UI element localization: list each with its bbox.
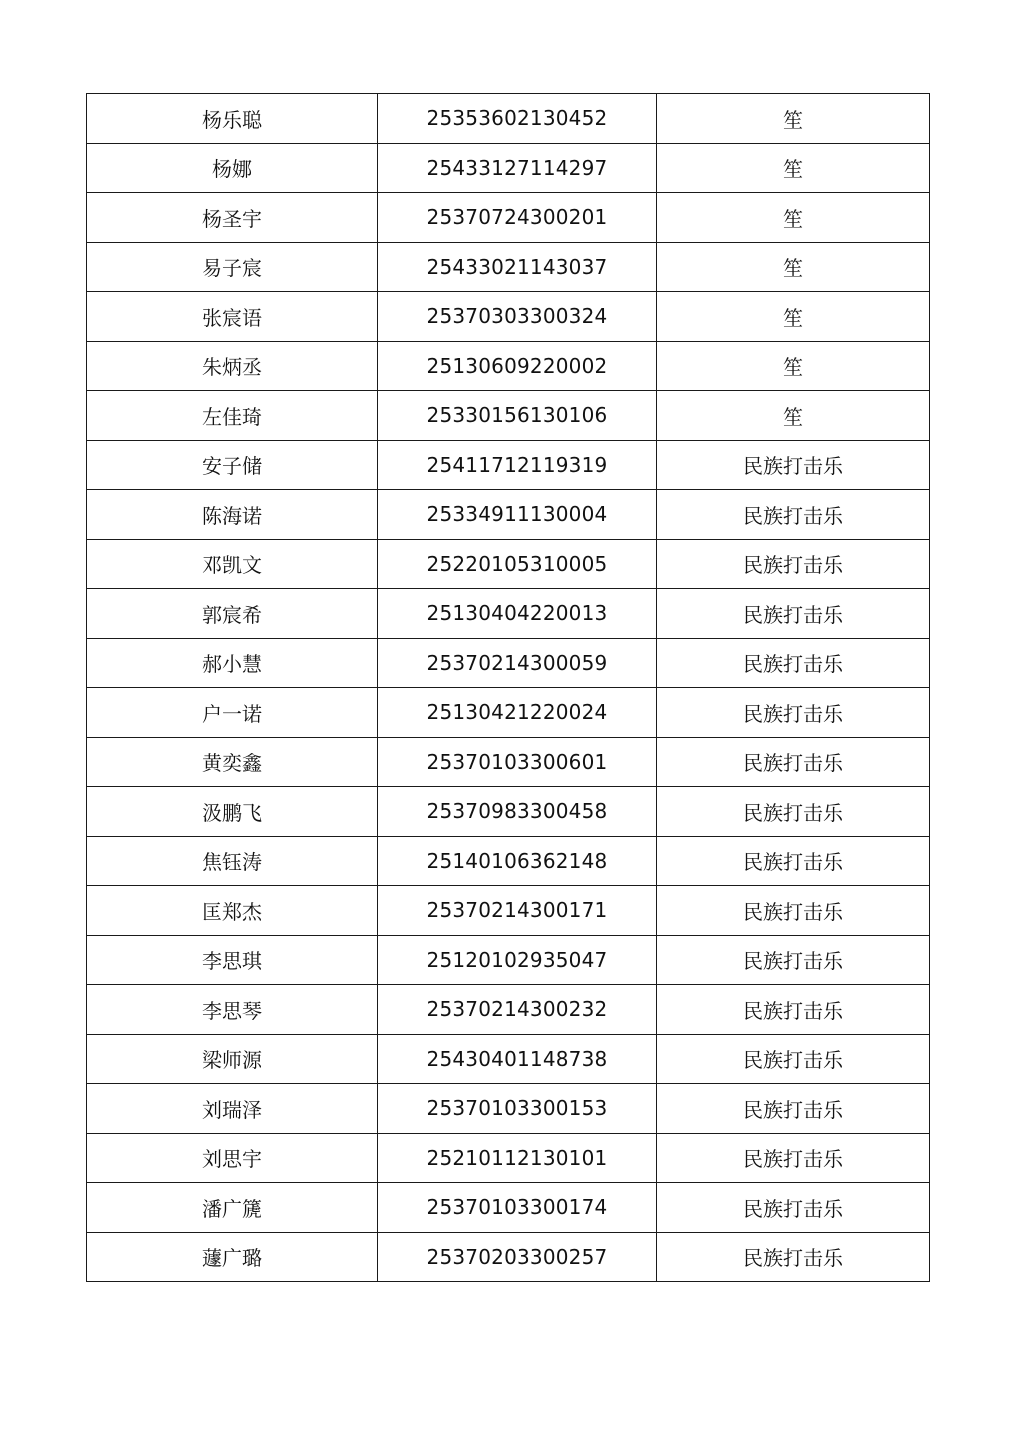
id-cell: 25130421220024 (378, 688, 657, 738)
table-row (87, 143, 930, 193)
instrument-cell: 笙 (657, 94, 930, 144)
instrument-cell: 民族打击乐 (657, 836, 930, 886)
id-cell: 25433021143037 (378, 242, 657, 292)
table-row (87, 737, 930, 787)
instrument-cell: 民族打击乐 (657, 589, 930, 639)
id-cell: 25353602130452 (378, 94, 657, 144)
id-cell: 25370103300174 (378, 1183, 657, 1233)
instrument-cell: 民族打击乐 (657, 539, 930, 589)
id-cell: 25140106362148 (378, 836, 657, 886)
table-row (87, 391, 930, 441)
id-cell: 25370724300201 (378, 193, 657, 243)
name-cell: 潘广篪 (87, 1183, 378, 1233)
name-cell: 张宸语 (87, 292, 378, 342)
name-cell: 李思琴 (87, 985, 378, 1035)
id-cell: 25370214300059 (378, 638, 657, 688)
table-row (87, 1034, 930, 1084)
roster-table-body (87, 94, 930, 1282)
roster-table (86, 93, 930, 1282)
name-cell: 李思琪 (87, 935, 378, 985)
name-cell: 杨圣宇 (87, 193, 378, 243)
instrument-cell: 民族打击乐 (657, 886, 930, 936)
instrument-cell: 民族打击乐 (657, 688, 930, 738)
name-cell: 左佳琦 (87, 391, 378, 441)
table-row (87, 440, 930, 490)
id-cell: 25330156130106 (378, 391, 657, 441)
name-cell: 陈海诺 (87, 490, 378, 540)
instrument-cell: 民族打击乐 (657, 1133, 930, 1183)
name-cell: 刘瑞泽 (87, 1084, 378, 1134)
table-row (87, 935, 930, 985)
id-cell: 25370303300324 (378, 292, 657, 342)
name-cell: 户一诺 (87, 688, 378, 738)
name-cell: 邓凯文 (87, 539, 378, 589)
id-cell: 25411712119319 (378, 440, 657, 490)
id-cell: 25120102935047 (378, 935, 657, 985)
table-row (87, 1084, 930, 1134)
name-cell: 匡郑杰 (87, 886, 378, 936)
instrument-cell: 民族打击乐 (657, 985, 930, 1035)
table-row (87, 589, 930, 639)
instrument-cell: 笙 (657, 143, 930, 193)
instrument-cell: 笙 (657, 193, 930, 243)
instrument-cell: 民族打击乐 (657, 490, 930, 540)
name-cell: 郝小慧 (87, 638, 378, 688)
name-cell: 安子储 (87, 440, 378, 490)
instrument-cell: 民族打击乐 (657, 737, 930, 787)
table-row (87, 688, 930, 738)
instrument-cell: 民族打击乐 (657, 935, 930, 985)
id-cell: 25370103300601 (378, 737, 657, 787)
table-row (87, 1133, 930, 1183)
instrument-cell: 民族打击乐 (657, 1232, 930, 1282)
name-cell: 朱炳丞 (87, 341, 378, 391)
instrument-cell: 民族打击乐 (657, 1034, 930, 1084)
name-cell: 汲鹏飞 (87, 787, 378, 837)
table-row (87, 985, 930, 1035)
table-row (87, 341, 930, 391)
name-cell: 黄奕鑫 (87, 737, 378, 787)
table-row (87, 490, 930, 540)
instrument-cell: 笙 (657, 242, 930, 292)
instrument-cell: 笙 (657, 292, 930, 342)
instrument-cell: 笙 (657, 391, 930, 441)
id-cell: 25130404220013 (378, 589, 657, 639)
table-row (87, 787, 930, 837)
table-row (87, 1232, 930, 1282)
id-cell: 25130609220002 (378, 341, 657, 391)
instrument-cell: 民族打击乐 (657, 1183, 930, 1233)
name-cell: 刘思宇 (87, 1133, 378, 1183)
id-cell: 25370214300171 (378, 886, 657, 936)
name-cell: 杨娜 (87, 143, 378, 193)
id-cell: 25370214300232 (378, 985, 657, 1035)
table-row (87, 886, 930, 936)
name-cell: 郭宸希 (87, 589, 378, 639)
id-cell: 25370983300458 (378, 787, 657, 837)
table-row (87, 638, 930, 688)
id-cell: 25220105310005 (378, 539, 657, 589)
id-cell: 25370103300153 (378, 1084, 657, 1134)
id-cell: 25430401148738 (378, 1034, 657, 1084)
name-cell: 焦钰涛 (87, 836, 378, 886)
table-row (87, 836, 930, 886)
id-cell: 25210112130101 (378, 1133, 657, 1183)
table-row (87, 1183, 930, 1233)
id-cell: 25433127114297 (378, 143, 657, 193)
instrument-cell: 笙 (657, 341, 930, 391)
instrument-cell: 民族打击乐 (657, 638, 930, 688)
table-row (87, 242, 930, 292)
instrument-cell: 民族打击乐 (657, 1084, 930, 1134)
table-row (87, 94, 930, 144)
name-cell: 梁师源 (87, 1034, 378, 1084)
name-cell: 蘧广璐 (87, 1232, 378, 1282)
table-row (87, 193, 930, 243)
instrument-cell: 民族打击乐 (657, 787, 930, 837)
id-cell: 25370203300257 (378, 1232, 657, 1282)
table-row (87, 292, 930, 342)
instrument-cell: 民族打击乐 (657, 440, 930, 490)
table-row (87, 539, 930, 589)
id-cell: 25334911130004 (378, 490, 657, 540)
name-cell: 杨乐聪 (87, 94, 378, 144)
name-cell: 易子宸 (87, 242, 378, 292)
